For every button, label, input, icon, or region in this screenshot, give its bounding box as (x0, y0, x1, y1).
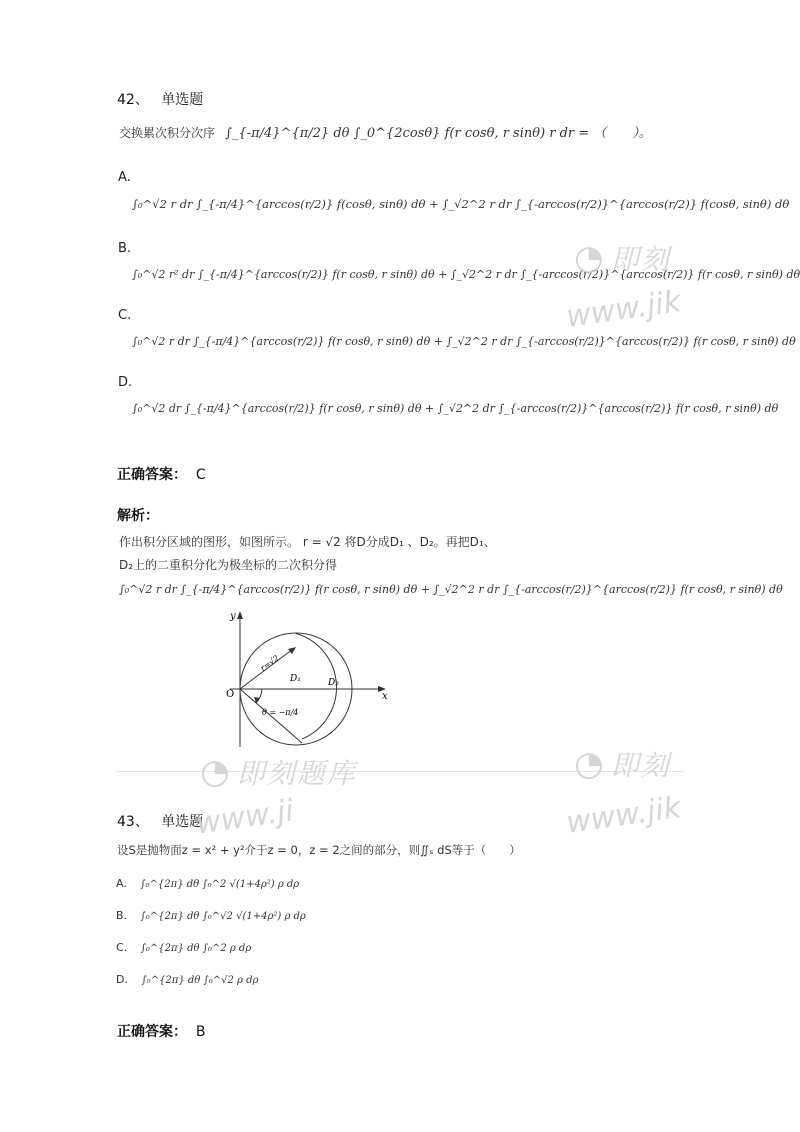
q43-option-a[interactable] (116, 877, 299, 890)
watermark-brand: 即刻题库 (236, 757, 357, 790)
x-axis-label: x (382, 691, 388, 702)
panda-icon: ◔ (200, 752, 232, 792)
option-d-label[interactable]: D. (118, 375, 133, 390)
radius-arrowhead (288, 647, 296, 654)
q43-option-d[interactable] (116, 973, 258, 986)
analysis-line-1: 作出积分区域的图形，如图所示。 r = √2 将D分成D₁ 、D₂。再把D₁、 (119, 535, 496, 549)
prompt-formula: ∫_{-π/4}^{π/2} dθ ∫_0^{2cosθ} f(r cosθ, r sinθ) r dr = （ ）。 (225, 126, 652, 141)
panda-icon: ◔ (574, 744, 606, 784)
question-43-header (117, 811, 203, 831)
origin-label: O (226, 689, 235, 700)
watermark-right-top (560, 238, 685, 348)
watermark-brand: 即刻 (610, 243, 671, 276)
option-label: D. (116, 973, 128, 986)
analysis-formula: ∫₀^√2 r dr ∫_{-π/4}^{arccos(r/2)} f(r cosθ, r sinθ) dθ + ∫_√2^2 r dr ∫_{-arccos(r/2)}^{arccos(r/2)} f(r cosθ, r sinθ) dθ (119, 583, 783, 596)
radius-label: r=√2 (258, 653, 281, 674)
option-a-formula: ∫₀^√2 r dr ∫_{-π/4}^{arccos(r/2)} f(cosθ, sinθ) dθ + ∫_√2^2 r dr ∫_{-arccos(r/2)}^{arccos(r/2)} f(cosθ, sinθ) dθ (132, 197, 790, 211)
y-axis-label: y (230, 611, 236, 622)
q43-option-b[interactable] (116, 909, 306, 922)
option-formula: ∫₀^{2π} dθ ∫₀^2 √(1+4ρ²) ρ dρ (140, 879, 300, 890)
watermark-url: www.jik (564, 284, 684, 335)
option-label: A. (116, 877, 127, 890)
option-formula: ∫₀^{2π} dθ ∫₀^√2 √(1+4ρ²) ρ dρ (140, 911, 306, 922)
option-b-label[interactable]: B. (118, 241, 132, 256)
question-type: 单选题 (161, 92, 204, 108)
integration-region-figure (210, 605, 400, 755)
answer-value: B (195, 1024, 206, 1040)
answer-label: 正确答案： (117, 1024, 187, 1040)
q43-option-c[interactable] (116, 941, 251, 954)
option-formula: ∫₀^{2π} dθ ∫₀^2 ρ dρ (140, 943, 252, 954)
watermark-center-url (194, 793, 296, 842)
angle-label: θ = −π/4 (262, 708, 299, 717)
question-number: 43、 (117, 814, 149, 830)
option-c-formula: ∫₀^√2 r dr ∫_{-π/4}^{arccos(r/2)} f(r cosθ, r sinθ) dθ + ∫_√2^2 r dr ∫_{-arccos(r/2)}^{arccos(r/2)} f(r cosθ, r sinθ) dθ (132, 335, 796, 348)
d1-label: D₁ (290, 674, 301, 684)
watermark-url: www.ji (194, 793, 296, 842)
option-b-formula: ∫₀^√2 r² dr ∫_{-π/4}^{arccos(r/2)} f(r cosθ, r sinθ) dθ + ∫_√2^2 r dr ∫_{-arccos(r/2)}^{arccos(r/2)} f(r cosθ, r sinθ) dθ (132, 268, 800, 281)
question-42-header (117, 89, 203, 109)
option-formula: ∫₀^{2π} dθ ∫₀^√2 ρ dρ (141, 975, 259, 986)
question-type: 单选题 (161, 814, 204, 830)
question-43-answer (117, 1021, 205, 1041)
answer-label: 正确答案： (117, 467, 187, 483)
analysis-line-2: D₂上的二重积分化为极坐标的二次积分得 (119, 558, 338, 572)
question-number: 42、 (117, 92, 149, 108)
option-label: C. (116, 941, 128, 954)
option-c-label[interactable]: C. (118, 308, 132, 323)
option-label: B. (116, 909, 128, 922)
prompt-text: 交换累次积分次序 (119, 126, 216, 140)
watermark-url: www.jik (564, 790, 684, 841)
option-a-label[interactable]: A. (118, 170, 131, 185)
answer-value: C (195, 467, 206, 483)
watermark-brand: 即刻 (610, 749, 671, 782)
question-43-prompt: 设S是抛物面z = x² + y²介于z = 0，z = 2之间的部分，则∬ₛ dS等于（ ） (117, 843, 521, 857)
y-axis-arrow (237, 611, 243, 619)
watermark-center (200, 752, 357, 792)
panda-icon: ◔ (574, 238, 606, 278)
watermark-right-bottom (560, 744, 685, 854)
question-42-prompt (119, 122, 652, 141)
analysis-label: 解析： (117, 508, 159, 524)
option-d-formula: ∫₀^√2 dr ∫_{-π/4}^{arccos(r/2)} f(r cosθ, r sinθ) dθ + ∫_√2^2 dr ∫_{-arccos(r/2)}^{arccos(r/2)} f(r cosθ, r sinθ) dθ (132, 402, 779, 415)
question-42-answer (117, 464, 206, 484)
d2-label: D₂ (328, 678, 339, 688)
